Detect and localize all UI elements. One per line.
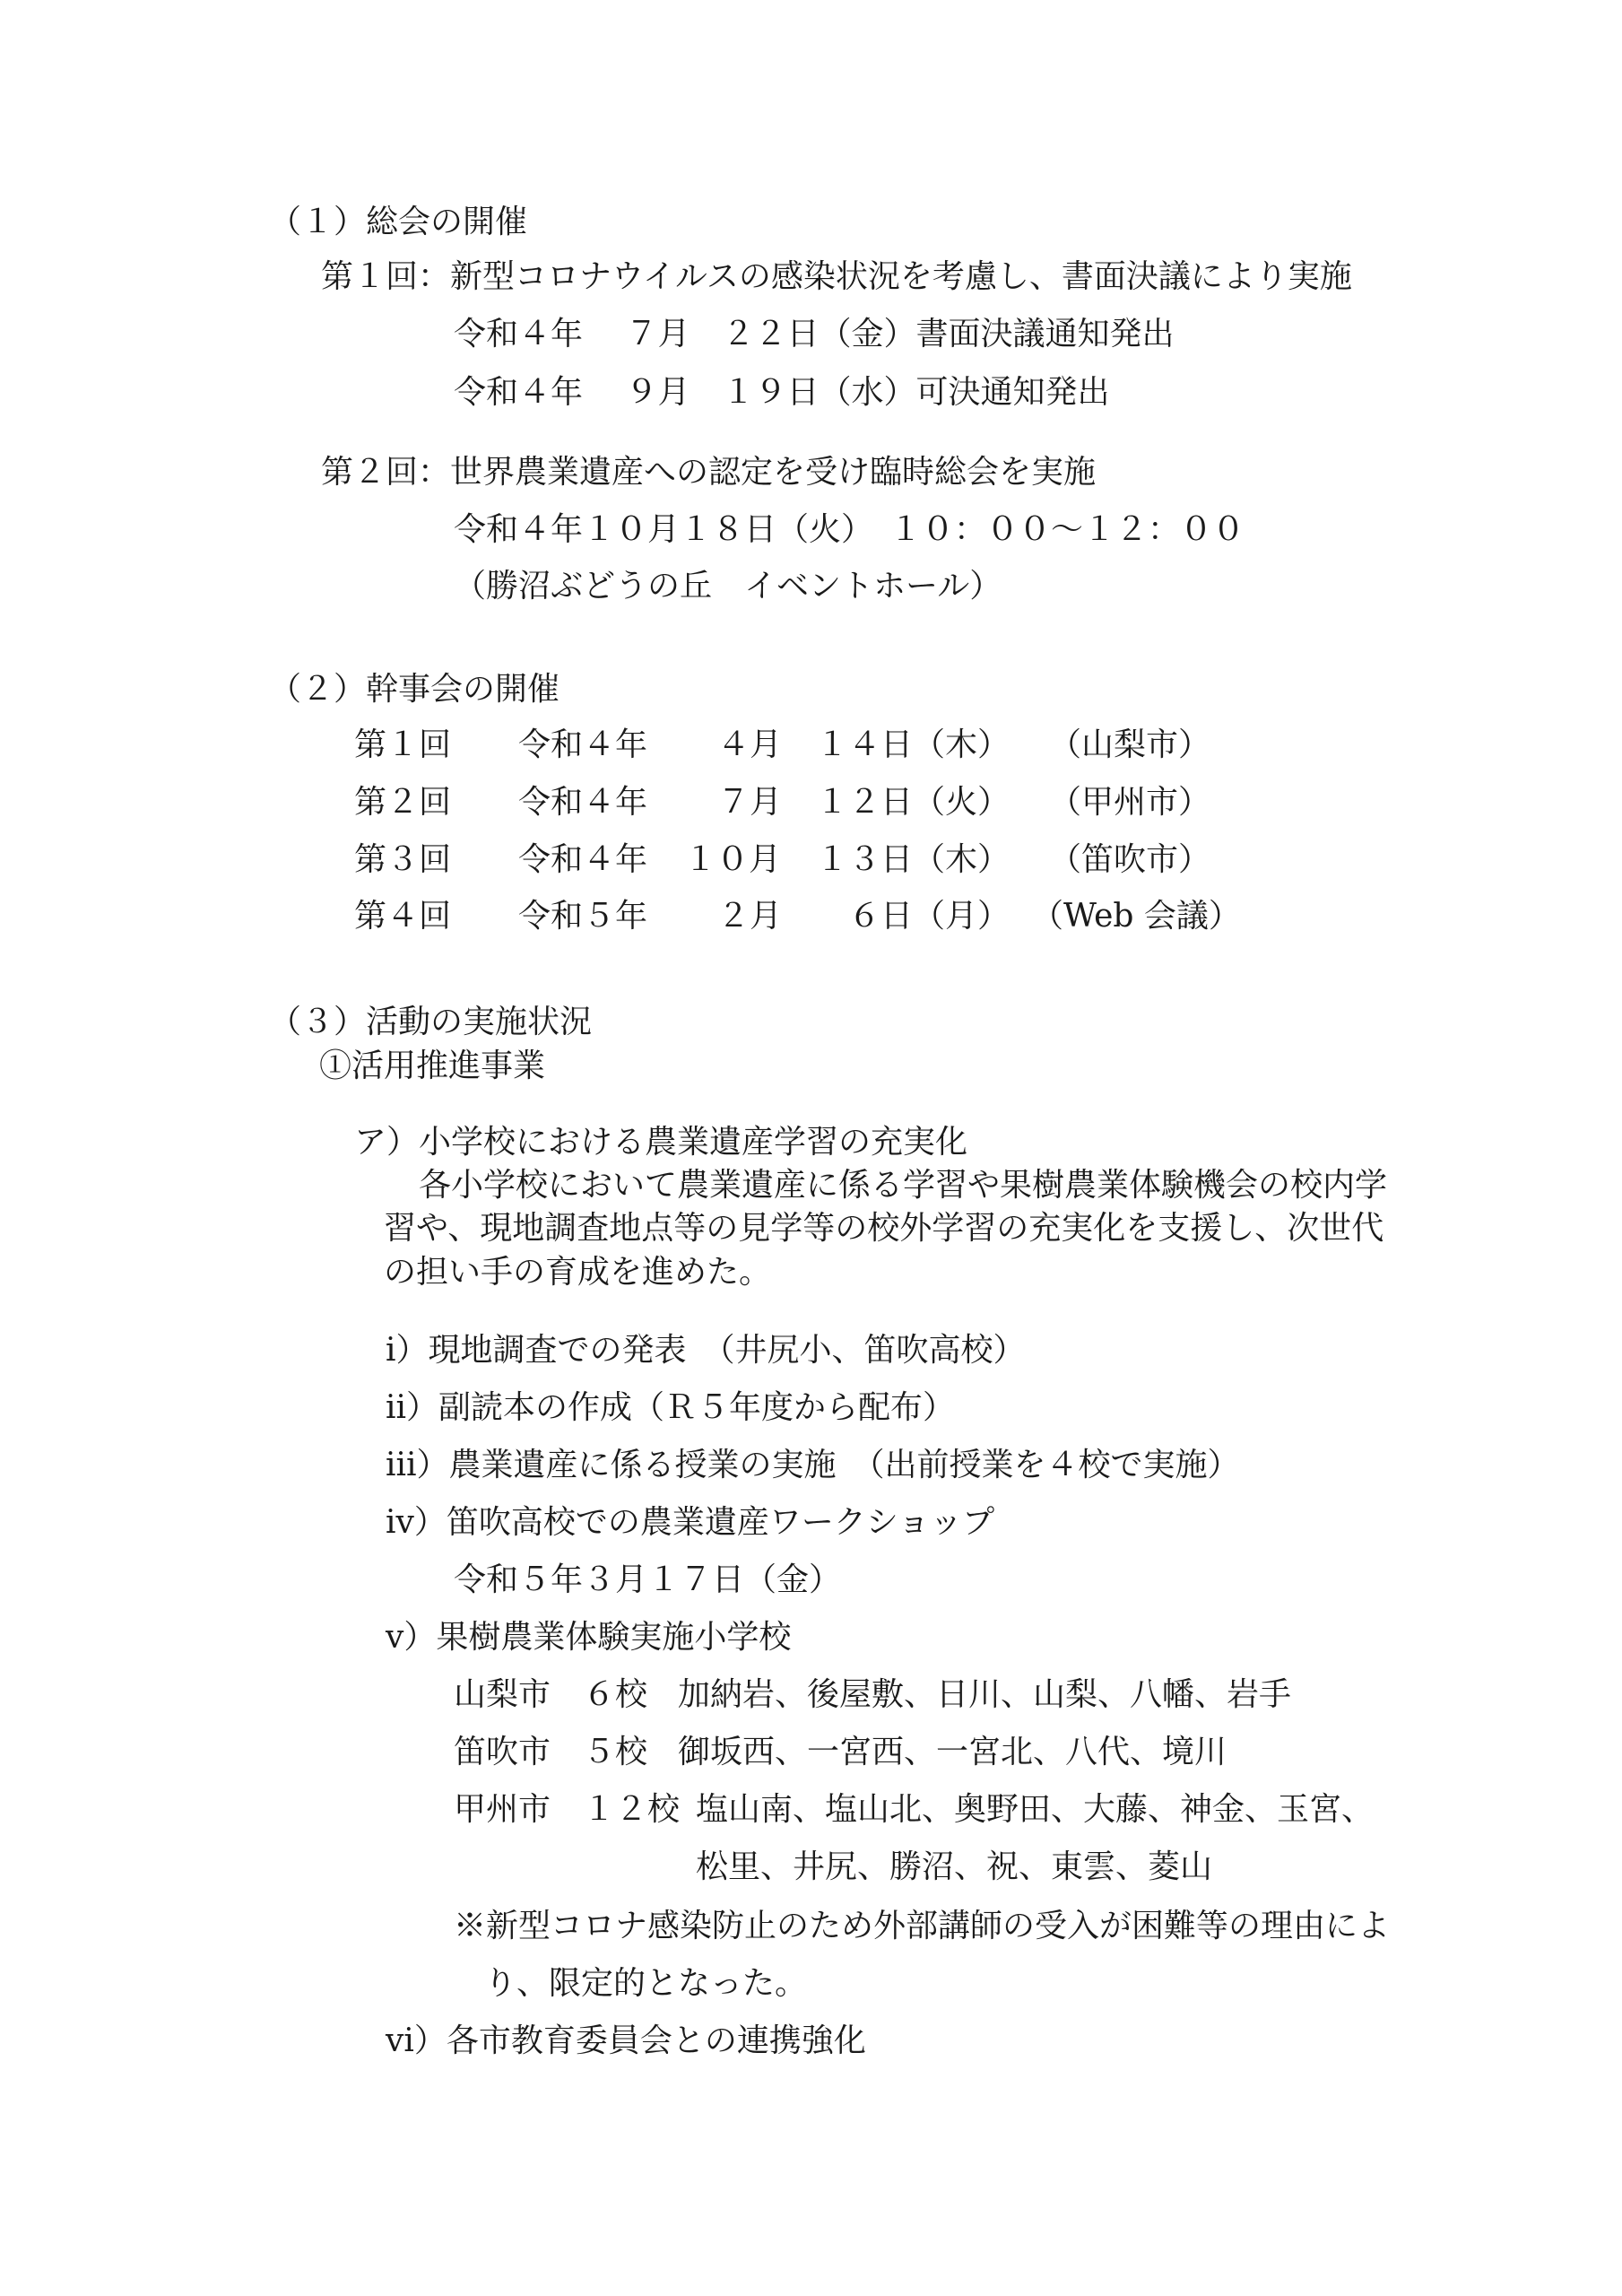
meeting-place: （山梨市） <box>1049 726 1211 763</box>
city-name: 甲州市 <box>454 1791 551 1828</box>
general-meeting-2-venue: （勝沼ぶどうの丘 イベントホール） <box>454 568 1002 604</box>
item-a-body-line-3: の担い手の育成を進めた。 <box>384 1254 772 1291</box>
list-item-vi: ⅵ）各市教育委員会との連携強化 <box>386 2022 866 2059</box>
item-a-body-line-1: 各小学校において農業遺産に係る学習や果樹農業体験機会の校内学 <box>419 1167 1388 1204</box>
list-item-ii: ⅱ）副読本の作成（Ｒ５年度から配布） <box>386 1389 956 1426</box>
meeting-day: １２日（火） <box>816 784 1010 821</box>
list-item-iv: ⅳ）笛吹高校での農業遺産ワークショップ <box>386 1504 995 1541</box>
list-item-iv-date: 令和５年３月１７日（金） <box>454 1561 842 1598</box>
school-names: 塩山南、塩山北、奥野田、大藤、神金、玉宮、 <box>696 1791 1375 1828</box>
general-meeting-1-date-2: 令和４年 ９月 １９日（水）可決通知発出 <box>454 374 1110 411</box>
meeting-day: １４日（木） <box>816 726 1010 763</box>
section-2-heading: （２）幹事会の開催 <box>269 671 560 708</box>
meeting-month: ２月 <box>717 898 783 935</box>
school-count: ６校 <box>583 1676 648 1713</box>
meeting-year: 令和４年 <box>518 726 648 763</box>
city-name: 笛吹市 <box>454 1734 551 1770</box>
section-1-heading: （１）総会の開催 <box>269 204 528 240</box>
school-count: １２校 <box>583 1791 681 1828</box>
general-meeting-2-label: 第２回：世界農業遺産への認定を受け臨時総会を実施 <box>321 454 1097 491</box>
meeting-year: 令和５年 <box>518 898 648 935</box>
list-item-v: ⅴ）果樹農業体験実施小学校 <box>386 1619 792 1656</box>
school-names: 御坂西、一宮西、一宮北、八代、境川 <box>678 1734 1227 1770</box>
meeting-place: （Web 会議） <box>1031 898 1241 935</box>
meeting-month: １０月 <box>684 841 782 878</box>
item-a-title: ア）小学校における農業遺産学習の充実化 <box>354 1124 968 1161</box>
section-3-heading: （３）活動の実施状況 <box>269 1004 593 1040</box>
city-name: 山梨市 <box>454 1676 551 1713</box>
note-line-2: り、限定的となった。 <box>484 1965 808 2002</box>
school-count: ５校 <box>583 1734 648 1770</box>
general-meeting-2-date: 令和４年１０月１８日（火） １０：００～１２：００ <box>454 511 1245 548</box>
school-names-continued: 松里、井尻、勝沼、祝、東雲、菱山 <box>696 1848 1213 1885</box>
meeting-place: （甲州市） <box>1049 784 1211 821</box>
school-names: 加納岩、後屋敷、日川、山梨、八幡、岩手 <box>678 1676 1292 1713</box>
list-item-i: ⅰ）現地調査での発表 （井尻小、笛吹高校） <box>386 1332 1026 1369</box>
meeting-number: 第１回 <box>354 726 452 763</box>
meeting-place: （笛吹市） <box>1049 841 1211 878</box>
meeting-number: 第２回 <box>354 784 452 821</box>
subsection-title: ①活用推進事業 <box>319 1048 546 1084</box>
meeting-month: ７月 <box>717 784 783 821</box>
list-item-iii: ⅲ）農業遺産に係る授業の実施 （出前授業を４校で実施） <box>386 1447 1240 1483</box>
meeting-year: 令和４年 <box>518 784 648 821</box>
meeting-number: 第３回 <box>354 841 452 878</box>
general-meeting-1-label: 第１回：新型コロナウイルスの感染状況を考慮し、書面決議により実施 <box>321 258 1352 295</box>
meeting-month: ４月 <box>717 726 783 763</box>
meeting-number: 第４回 <box>354 898 452 935</box>
general-meeting-1-date-1: 令和４年 ７月 ２２日（金）書面決議通知発出 <box>454 316 1175 352</box>
note-line-1: ※新型コロナ感染防止のため外部講師の受入が困難等の理由によ <box>454 1908 1391 1944</box>
meeting-year: 令和４年 <box>518 841 648 878</box>
meeting-day: １３日（木） <box>816 841 1010 878</box>
meeting-day: ６日（月） <box>848 898 1010 935</box>
item-a-body-line-2: 習や、現地調査地点等の見学等の校外学習の充実化を支援し、次世代 <box>384 1210 1384 1247</box>
